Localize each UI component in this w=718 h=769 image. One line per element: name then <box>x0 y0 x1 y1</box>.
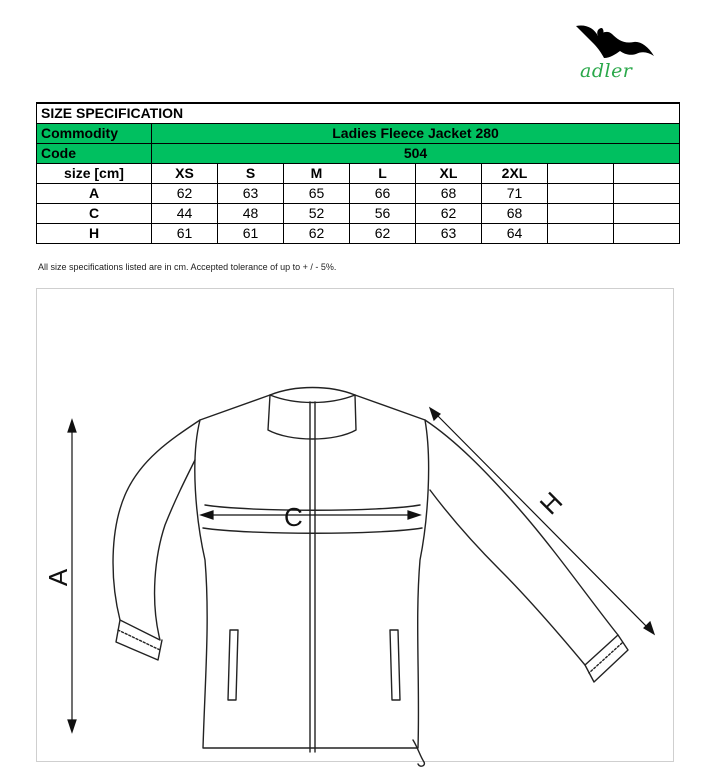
table-title: SIZE SPECIFICATION <box>37 103 680 124</box>
table-cell: 66 <box>350 184 416 204</box>
table-cell: 64 <box>482 224 548 244</box>
size-col-header: XL <box>416 164 482 184</box>
table-cell: 62 <box>284 224 350 244</box>
size-header-label: size [cm] <box>37 164 152 184</box>
dimension-label-a: A <box>43 568 74 587</box>
size-col-header: XS <box>152 164 218 184</box>
table-cell: 63 <box>218 184 284 204</box>
tolerance-note: All size specifications listed are in cm. Accepted tolerance of up to + / - 5%. <box>38 262 337 272</box>
row-label: C <box>37 204 152 224</box>
table-cell: 61 <box>218 224 284 244</box>
row-label: H <box>37 224 152 244</box>
brand-logo-text: adler <box>580 60 633 82</box>
code-label: Code <box>37 144 152 164</box>
dimension-label-c: C <box>284 502 303 532</box>
commodity-label: Commodity <box>37 124 152 144</box>
table-cell: 52 <box>284 204 350 224</box>
table-cell: 56 <box>350 204 416 224</box>
table-cell: 68 <box>482 204 548 224</box>
table-cell: 71 <box>482 184 548 204</box>
size-col-header: S <box>218 164 284 184</box>
dimension-label-h: H <box>533 485 569 521</box>
size-col-header: L <box>350 164 416 184</box>
table-cell: 65 <box>284 184 350 204</box>
size-col-header: 2XL <box>482 164 548 184</box>
table-cell: 68 <box>416 184 482 204</box>
row-label: A <box>37 184 152 204</box>
table-cell: 44 <box>152 204 218 224</box>
table-cell: 48 <box>218 204 284 224</box>
table-cell: 62 <box>416 204 482 224</box>
table-cell: 63 <box>416 224 482 244</box>
code-value: 504 <box>152 144 680 164</box>
table-cell: 61 <box>152 224 218 244</box>
table-cell: 62 <box>152 184 218 204</box>
commodity-value: Ladies Fleece Jacket 280 <box>152 124 680 144</box>
table-cell: 62 <box>350 224 416 244</box>
size-col-header: M <box>284 164 350 184</box>
